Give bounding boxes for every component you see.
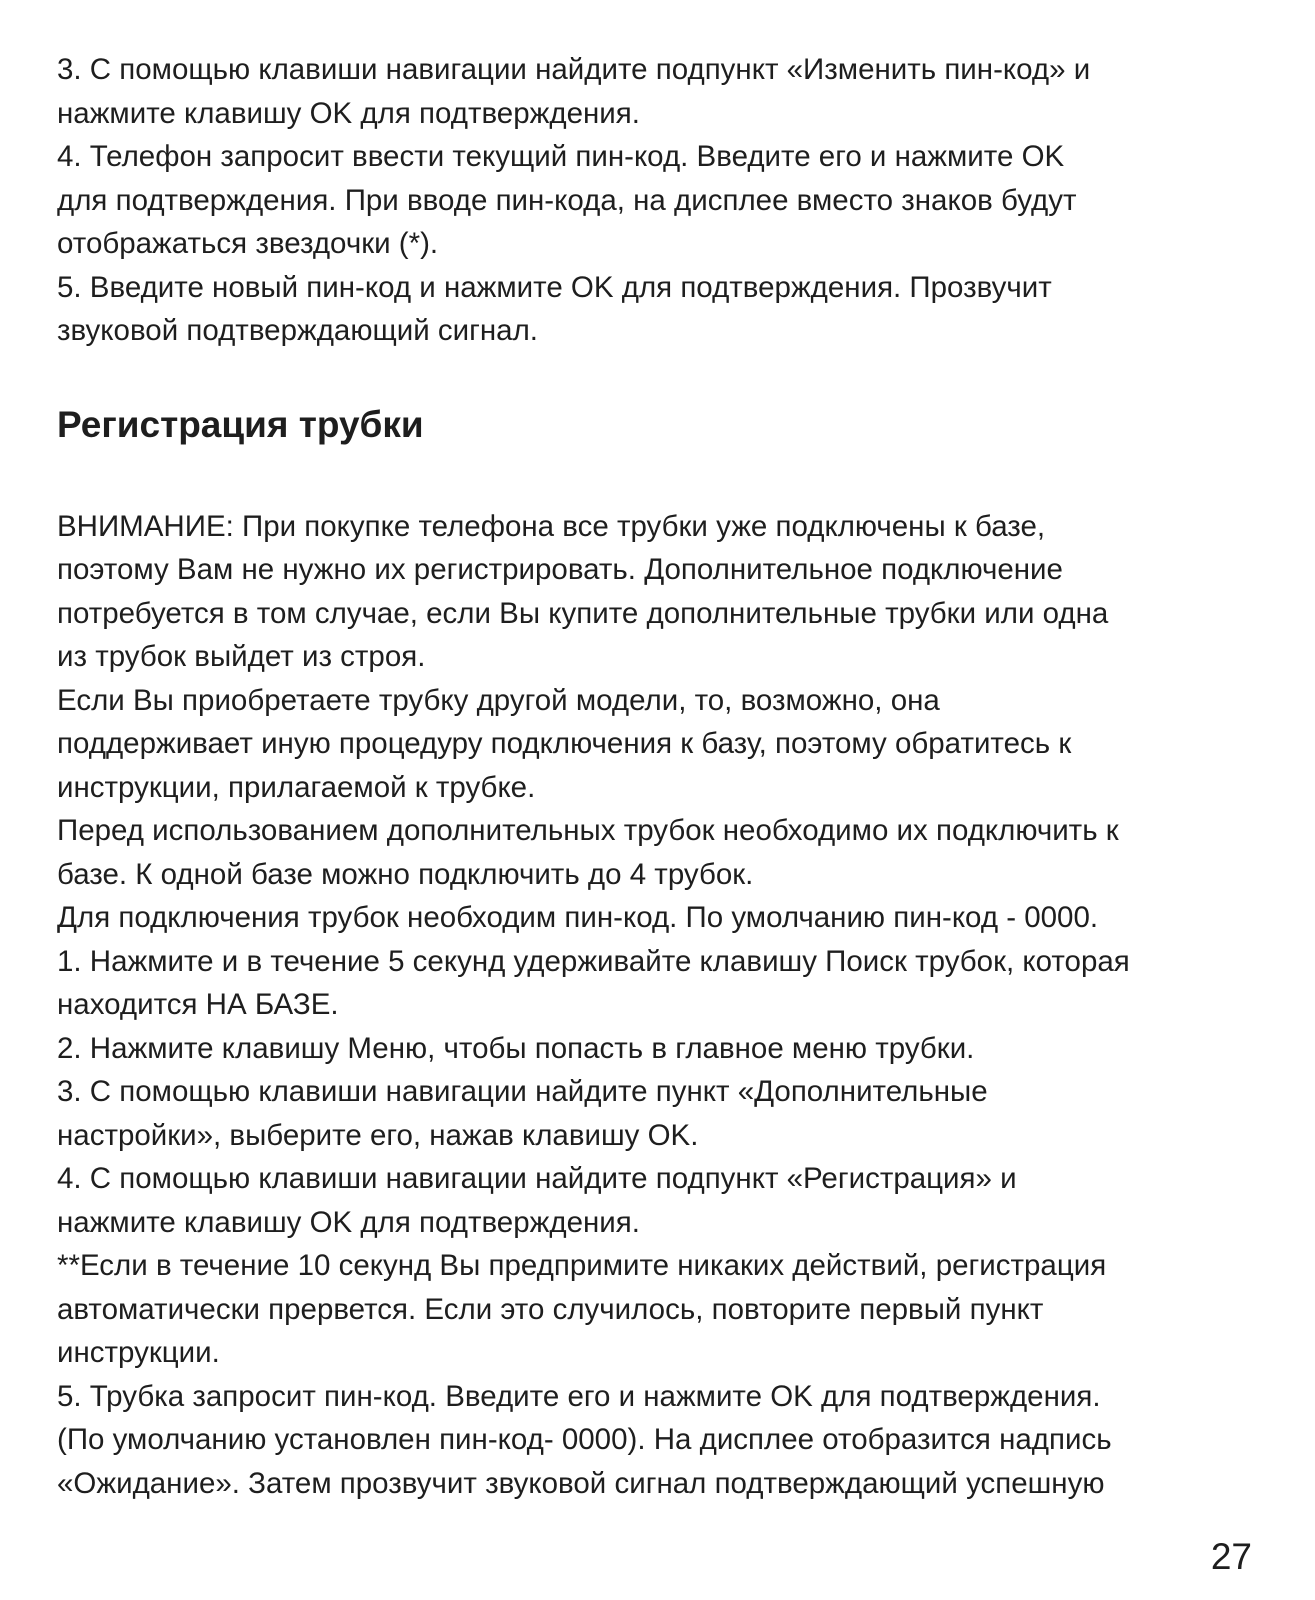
text-line: «Ожидание». Затем прозвучит звуковой сигнал подтверждающий успешную (57, 1466, 1105, 1500)
section-heading: Регистрация трубки (57, 403, 424, 445)
text-line: базе. К одной базе можно подключить до 4 трубок. (57, 857, 754, 891)
text-line: 3. С помощью клавиши навигации найдите подпункт «Изменить пин-код» и (57, 53, 1091, 86)
text-line: инструкции. (57, 1336, 220, 1369)
text-line: настройки», выберите его, нажав клавишу OK. (57, 1118, 699, 1152)
text-line: ВНИМАНИЕ: При покупке телефона все трубки уже подключены к базе, (57, 509, 1046, 543)
text-line: отображаться звездочки (*). (57, 227, 439, 260)
text-line: нажмите клавишу OK для подтверждения. (57, 1205, 640, 1239)
text-line: для подтверждения. При вводе пин-кода, на дисплее вместо знаков будут (57, 183, 1077, 217)
text-line: (По умолчанию установлен пин-код- 0000). На дисплее отобразится надпись (57, 1423, 1112, 1456)
text-line: автоматически прервется. Если это случилось, повторите первый пункт (57, 1292, 1044, 1326)
text-line: 5. Введите новый пин-код и нажмите OK для подтверждения. Прозвучит (57, 270, 1052, 304)
text-line: 1. Нажмите и в течение 5 секунд удерживайте клавишу Поиск трубок, которая (57, 944, 1130, 978)
text-line: 4. Телефон запросит ввести текущий пин-код. Введите его и нажмите OK (57, 140, 1065, 173)
text-line: из трубок выйдет из строя. (57, 640, 426, 673)
text-line: 2. Нажмите клавишу Меню, чтобы попасть в главное меню трубки. (57, 1031, 975, 1065)
intro-paragraph (57, 48, 1257, 353)
section-body (57, 505, 1257, 1506)
text-line: нажмите клавишу OK для подтверждения. (57, 96, 640, 130)
text-line: инструкции, прилагаемой к трубке. (57, 770, 536, 804)
text-line: Перед использованием дополнительных трубок необходимо их подключить к (57, 814, 1119, 847)
text-line: поэтому Вам не нужно их регистрировать. Дополнительное подключение (57, 553, 1063, 586)
page-number: 27 (1210, 1536, 1252, 1577)
text-line: звуковой подтверждающий сигнал. (57, 314, 538, 347)
text-line: Для подключения трубок необходим пин-код. По умолчанию пин-код - 0000. (57, 901, 1099, 934)
text-line: находится НА БАЗЕ. (57, 988, 339, 1021)
text-line: 3. С помощью клавиши навигации найдите пункт «Дополнительные (57, 1075, 988, 1108)
text-line: **Если в течение 10 секунд Вы предпримите никаких действий, регистрация (57, 1249, 1107, 1282)
text-line: 5. Трубка запросит пин-код. Введите его и нажмите OK для подтверждения. (57, 1379, 1101, 1413)
text-line: 4. С помощью клавиши навигации найдите подпункт «Регистрация» и (57, 1162, 1017, 1195)
text-line: поддерживает иную процедуру подключения к базу, поэтому обратитесь к (57, 727, 1072, 760)
text-line: потребуется в том случае, если Вы купите дополнительные трубки или одна (57, 596, 1109, 630)
manual-page (57, 48, 1257, 1505)
text-line: Если Вы приобретаете трубку другой модели, то, возможно, она (57, 683, 940, 717)
